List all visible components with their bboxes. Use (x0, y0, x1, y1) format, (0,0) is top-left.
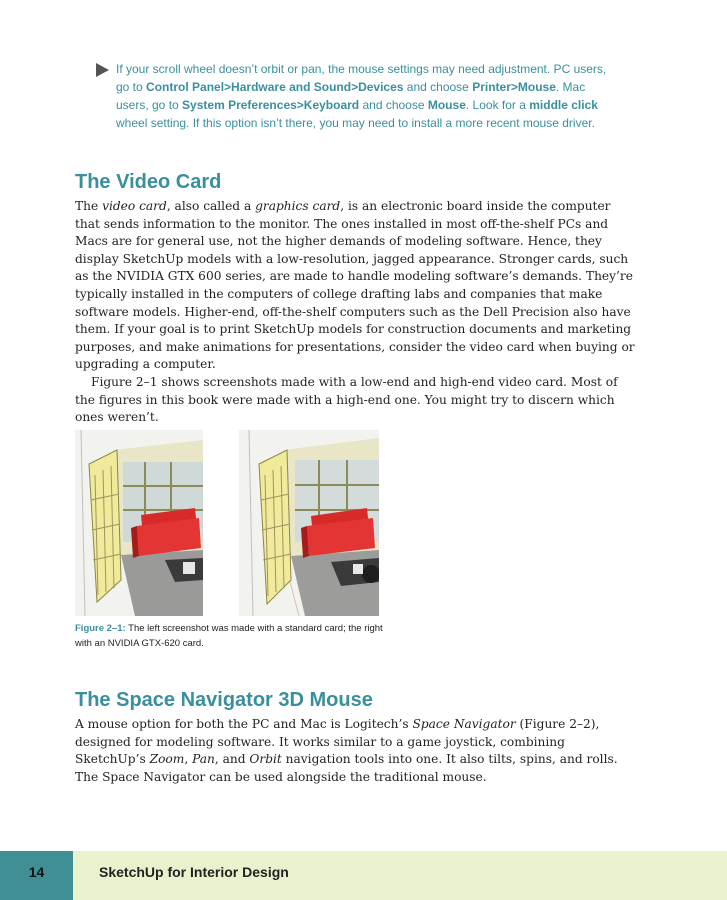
video-card-paragraph-2: Figure 2–1 shows screenshots made with a low-end and high-end video card. Most of the figures in this book were made with a high-end one. You might try to discern which ones weren’t. (75, 374, 618, 425)
page-footer (0, 851, 727, 900)
tip-middle-click: middle click (529, 98, 598, 112)
video-card-body (75, 198, 635, 427)
figure-caption-text: The left screenshot was made with a standard card; the right with an NVIDIA GTX-620 card. (75, 623, 383, 649)
tip-text-3: and choose (403, 80, 473, 94)
heading-video-card: The Video Card (75, 171, 222, 193)
page-number: 14 (0, 851, 73, 900)
tip-path-control-panel: Control Panel>Hardware and Sound>Devices (146, 80, 404, 94)
tip-text-11: wheel setting. If this option isn’t there, you may need to install a more recent mouse driver. (116, 116, 595, 130)
tip-path-system-preferences: System Preferences>Keyboard (182, 98, 360, 112)
tip-text-7: and choose (359, 98, 428, 112)
space-navigator-paragraph: A mouse option for both the PC and Mac is Logitech’s Space Navigator (Figure 2–2), designed for modeling software. It works similar to a game joystick, combining SketchUp’s Zoom, Pan, and Orbit navigation tools into one. It also tilts, spins, and rolls. The Space Navigator can be used alongside the traditional mouse. (75, 717, 618, 784)
triangle-arrow-icon (96, 63, 109, 77)
video-card-paragraph-1: The video card, also called a graphics card, is an electronic board inside the computer that sends information to the monitor. The ones installed in most off-the-shelf PCs and Macs are for general use, not the higher demands of modeling software. Hence, they display SketchUp models with a low-resolution, jagged appearance. Stronger cards, such as the NVIDIA GTX 600 series, are made to handle modeling software’s demands. They’re typically installed in the computers of college drafting labs and companies that make software models. Higher-end, off-the-shelf computers such as the Dell Precision also have them. If your goal is to print SketchUp models for construction documents and marketing purposes, and make animations for presentations, consider the video card when buying or upgrading a computer. (75, 199, 635, 372)
tip-text-5: . Mac users, go to (116, 80, 586, 112)
tip-note (96, 60, 616, 132)
space-navigator-body (75, 716, 635, 786)
figure-screenshot-standard-card (75, 430, 203, 616)
figure-caption-label: Figure 2–1: (75, 623, 126, 634)
book-title: SketchUp for Interior Design (99, 864, 289, 880)
tip-path-mouse: Mouse (427, 98, 466, 112)
heading-space-navigator: The Space Navigator 3D Mouse (75, 689, 373, 711)
tip-text-9: . Look for a (465, 98, 530, 112)
tip-text-1: If your scroll wheel doesn’t orbit or pan, the mouse settings may need adjustment. PC users, go to (116, 62, 607, 94)
figure-caption (75, 621, 395, 651)
tip-path-printer-mouse: Printer>Mouse (472, 80, 556, 94)
tip-text (116, 60, 616, 132)
figure-screenshot-nvidia-card (239, 430, 379, 616)
